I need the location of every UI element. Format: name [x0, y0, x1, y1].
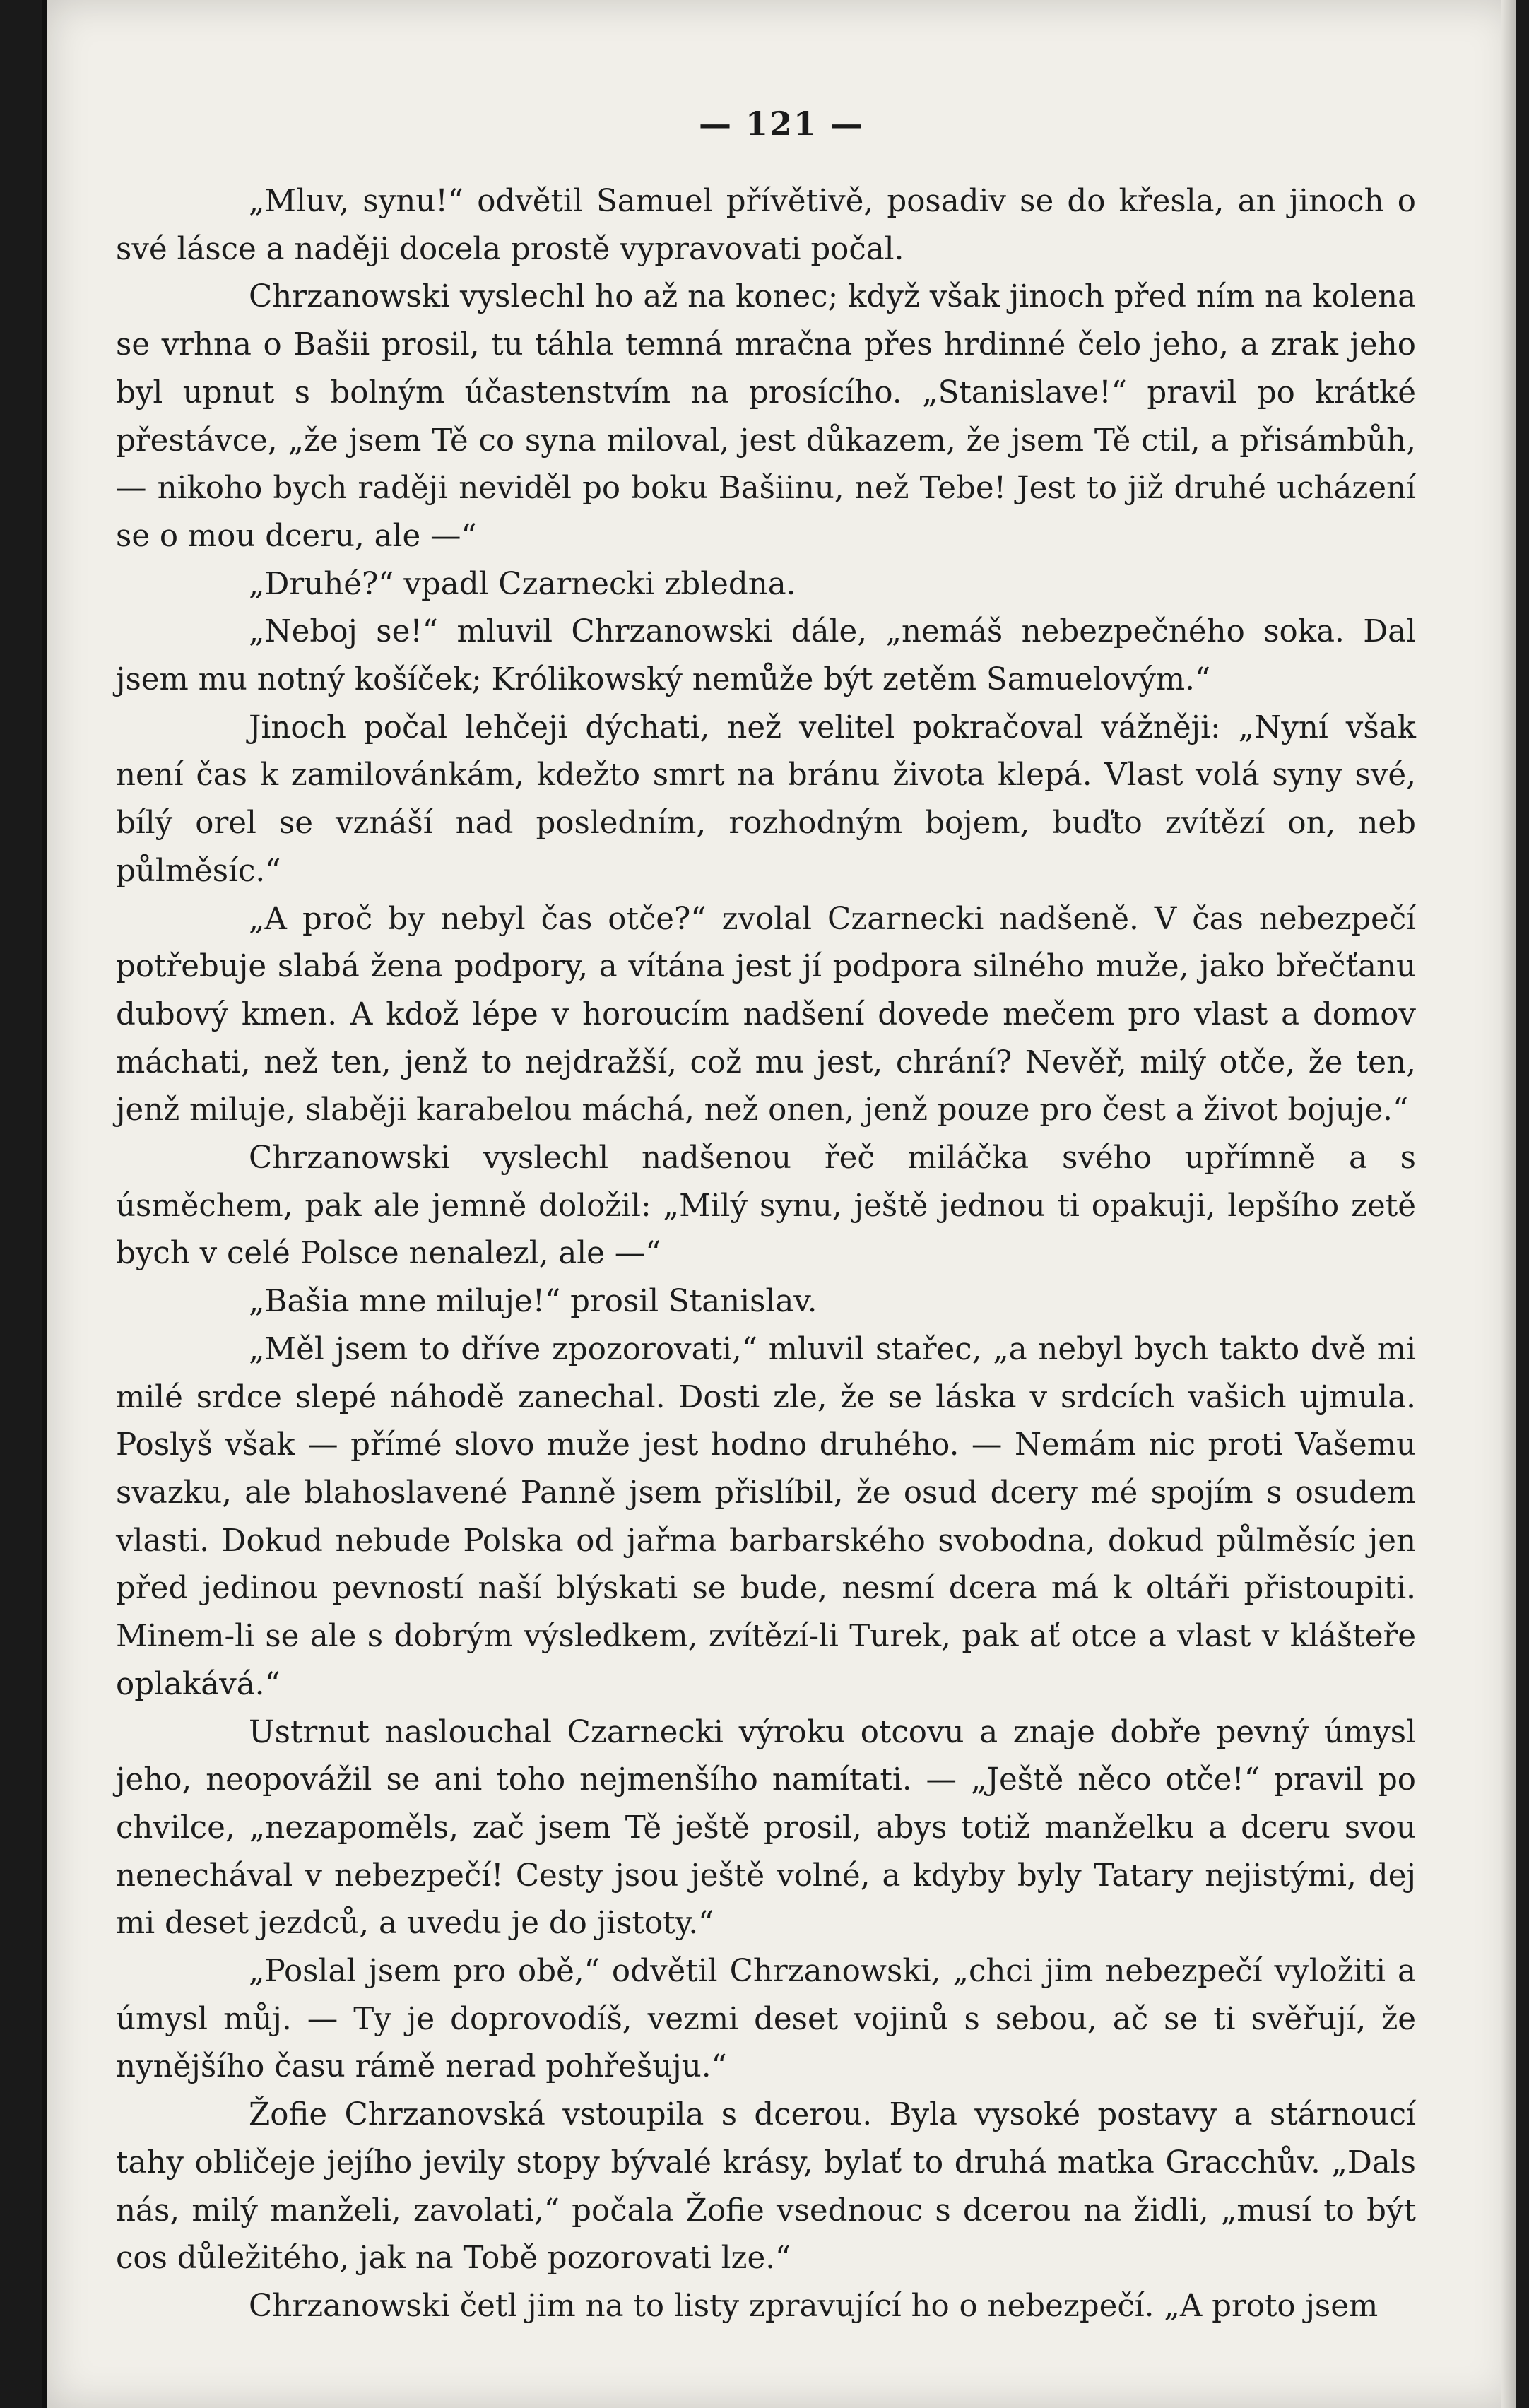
page-edge	[1501, 0, 1516, 2408]
paragraph-10: Ustrnut naslouchal Czarnecki výroku otcovu a znaje dobře pevný úmysl jeho, neopovážil se ani toho nejmenšího namítati. — „Ještě něco otče!“ pravil po chvilce, „nezapoměls, zač jsem Tě ještě prosil, abys totiž manželku a dceru svou nenechával v nebezpečí! Cesty jsou ještě volné, a kdyby byly Tatary nejistými, dej mi deset jezdců, a uvedu je do jistoty.“	[116, 1714, 1416, 1942]
paragraph-5: Jinoch počal lehčeji dýchati, než velitel pokračoval vážněji: „Nyní však není čas k zamilovánkám, kdežto smrt na bránu života klepá. Vlast volá syny své, bílý orel se vznáší nad posledním, rozhodným bojem, buďto zvítězí on, neb půlměsíc.“	[116, 709, 1416, 889]
paragraph-1: „Mluv, synu!“ odvětil Samuel přívětivě, posadiv se do křesla, an jinoch o své lásce a naději docela prostě vypravovati počal.	[116, 184, 1416, 267]
paragraph-8: „Bašia mne miluje!“ prosil Stanislav.	[249, 1284, 817, 1320]
paragraph-12: Žofie Chrzanovská vstoupila s dcerou. Byla vysoké postavy a stárnoucí tahy obličeje jejího jevily stopy bývalé krásy, bylať to druhá matka Gracchův. „Dals nás, milý manželi, zavolati,“ počala Žofie vsednouc s dcerou na židli, „musí to být cos důležitého, jak na Tobě pozorovati lze.“	[116, 2097, 1416, 2277]
paragraph-13: Chrzanowski četl jim na to listy zpravující ho o nebezpečí. „A proto jsem	[249, 2288, 1379, 2324]
paragraph-7: Chrzanowski vyslechl nadšenou řeč miláčka svého upřímně a s úsměchem, pak ale jemně doložil: „Milý synu, ještě jednou ti opakuji, lepšího zetě bych v celé Polsce nenalezl, ale —“	[116, 1140, 1416, 1272]
body-text	[116, 178, 1416, 2331]
paragraph-9: „Měl jsem to dříve zpozorovati,“ mluvil stařec, „a nebyl bych takto dvě mi milé srdce slepé náhodě zanechal. Dosti zle, že se láska v srdcích vašich ujmula. Poslyš však — přímé slovo muže jest hodno druhého. — Nemám nic proti Vašemu svazku, ale blahoslavené Panně jsem přislíbil, že osud dcery mé spojím s osudem vlasti. Dokud nebude Polska od jařma barbarského svobodna, dokud půlměsíc jen před jedinou pevností naší blýskati se bude, nesmí dcera má k oltáři přistoupiti. Minem-li se ale s dobrým výsledkem, zvítězí-li Turek, pak ať otce a vlast v klášteře oplakává.“	[116, 1331, 1416, 1702]
paragraph-11: „Poslal jsem pro obě,“ odvětil Chrzanowski, „chci jim nebezpečí vyložiti a úmysl můj. — Ty je doprovodíš, vezmi deset vojinů s sebou, ač se ti svěřují, že nynějšího času rámě nerad pohřešuju.“	[116, 1954, 1416, 2085]
paragraph-6: „A proč by nebyl čas otče?“ zvolal Czarnecki nadšeně. V čas nebezpečí potřebuje slabá žena podpory, a vítána jest jí podpora silného muže, jako břečťanu dubový kmen. A kdož lépe v horoucím nadšení dovede mečem pro vlast a domov máchati, než ten, jenž to nejdražší, což mu jest, chrání? Nevěř, milý otče, že ten, jenž miluje, slaběji karabelou máchá, než onen, jenž pouze pro čest a život bojuje.“	[116, 901, 1416, 1128]
paragraph-4: „Neboj se!“ mluvil Chrzanowski dále, „nemáš nebezpečného soka. Dal jsem mu notný košíček; Królikowský nemůže být zetěm Samuelovým.“	[116, 614, 1416, 698]
paragraph-2: Chrzanowski vyslechl ho až na konec; když však jinoch před ním na kolena se vrhna o Bašii prosil, tu táhla temná mračna přes hrdinné čelo jeho, a zrak jeho byl upnut s bolným účastenstvím na prosícího. „Stanislave!“ pravil po krátké přestávce, „že jsem Tě co syna miloval, jest důkazem, že jsem Tě ctil, a přisámbůh, — nikoho bych raději neviděl po boku Bašiinu, než Tebe! Jest to již druhé ucházení se o mou dceru, ale —“	[116, 279, 1416, 554]
book-page	[42, 0, 1516, 2408]
paragraph-3: „Druhé?“ vpadl Czarnecki zbledna.	[249, 566, 796, 602]
page-number: — 121 —	[698, 105, 865, 143]
